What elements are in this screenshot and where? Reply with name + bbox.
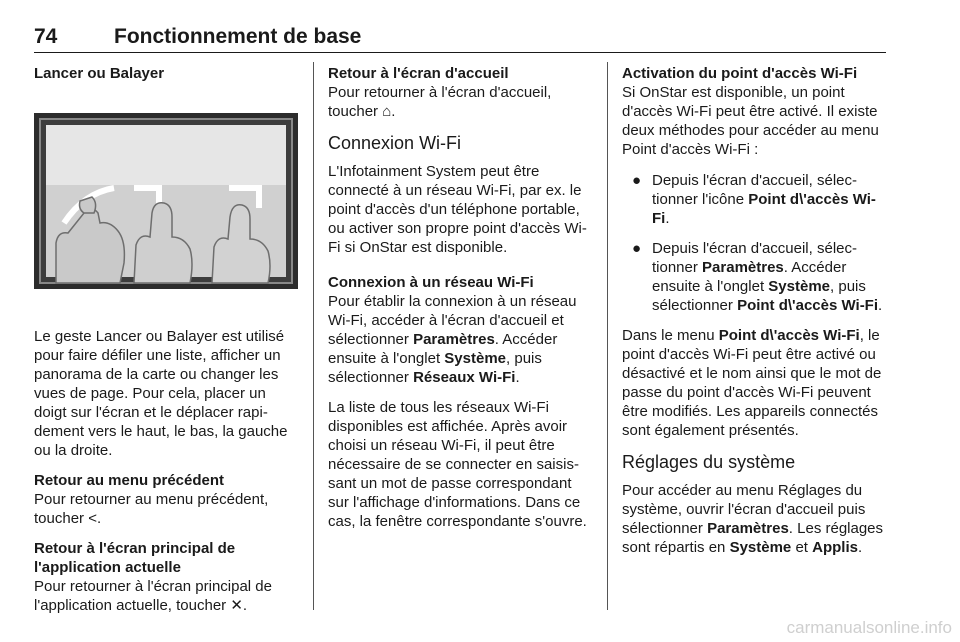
home-icon: ⌂ [382,103,392,120]
column-right [622,64,890,568]
column-divider [313,62,314,610]
wifi-intro: L'Infotainment System peut être connecté à un réseau Wi-Fi, par ex. le point d'accès d'un téléphone portable, ou activer son propre point d'accès Wi-Fi si OnStar est disponible. [328,163,587,256]
swipe-gesture-illustration [34,113,298,289]
wifi-list-description: La liste de tous les réseaux Wi-Fi disponibles est affichée. Après avoir choisi un réseau Wi-Fi, il peut être nécessaire de se connecter en saisissant un mot de passe correspondant sur l'affichage d'informations. Dans ce cas, la fenêtre correspondante s'ouvre. [328,399,587,530]
column-middle [328,64,592,542]
main-screen-instruction: Pour retourner à l'écran principal de l'application actuelle, toucher ✕. [34,578,272,614]
hotspot-description: Si OnStar est disponible, un point d'accès Wi-Fi peut être activé. Il existe deux méthodes pour accéder au menu Point d'accès Wi-Fi : [622,84,879,158]
system-settings-description: Pour accéder au menu Réglages du système, ouvrir l'écran d'accueil puis sélectionner Paramètres. Les réglages sont répartis en Système et Applis. [622,482,884,556]
column-divider [607,62,608,610]
list-item: ● Depuis l'écran d'accueil, sélectionner l'icône Point d\'accès Wi-Fi. [632,172,876,227]
section-heading-wifi-connect: Connexion à un réseau Wi-Fi [328,274,534,291]
bullet-icon: ● [632,172,642,189]
chapter-title: Fonctionnement de base [114,25,362,48]
wifi-connect-instruction: Pour établir la connexion à un réseau Wi-Fi, accéder à l'écran d'accueil et sélectionner Paramètres. Accéder ensuite à l'onglet Système, puis sélectionner Réseaux Wi-Fi. [328,293,577,386]
swipe-description: Le geste Lancer ou Balayer est utilisé pour faire défiler une liste, afficher un panorama de la carte ou changer les vues de page. Pour cela, placer un doigt sur l'écran et le déplacer rapidement vers le haut, le bas, la gauche ou la droite. [34,328,288,459]
wifi-section-title: Connexion Wi-Fi [328,133,462,153]
page-header [34,22,886,53]
watermark: carmanualsonline.info [786,618,952,637]
system-settings-title: Réglages du système [622,452,796,472]
page-number: 74 [34,25,58,48]
section-heading-home: Retour à l'écran d'accueil [328,65,509,82]
section-heading-swipe: Lancer ou Balayer [34,65,165,82]
back-instruction: Pour retourner au menu précédent, toucher <. [34,491,269,527]
section-heading-main-screen: Retour à l'écran principal de l'application actuelle [34,540,236,576]
hotspot-menu-description: Dans le menu Point d\'accès Wi-Fi, le point d'accès Wi-Fi peut être activé ou désactivé et le nom ainsi que le mot de passe du point d'accès Wi-Fi peuvent être modifiés. Les appareils connectés sont également présentés. [622,327,882,439]
section-heading-back: Retour au menu précédent [34,472,225,489]
home-instruction: Pour retourner à l'écran d'accueil, toucher ⌂. [328,84,552,120]
section-heading-hotspot: Activation du point d'accès Wi-Fi [622,65,858,82]
bullet-icon: ● [632,240,642,257]
column-left [34,64,298,626]
close-icon: ✕ [230,597,243,614]
back-chevron-icon: < [88,510,97,527]
list-item: ● Depuis l'écran d'accueil, sélectionner Paramètres. Accéder ensuite à l'onglet Système, puis sélectionner Point d\'accès Wi-Fi. [632,240,883,314]
